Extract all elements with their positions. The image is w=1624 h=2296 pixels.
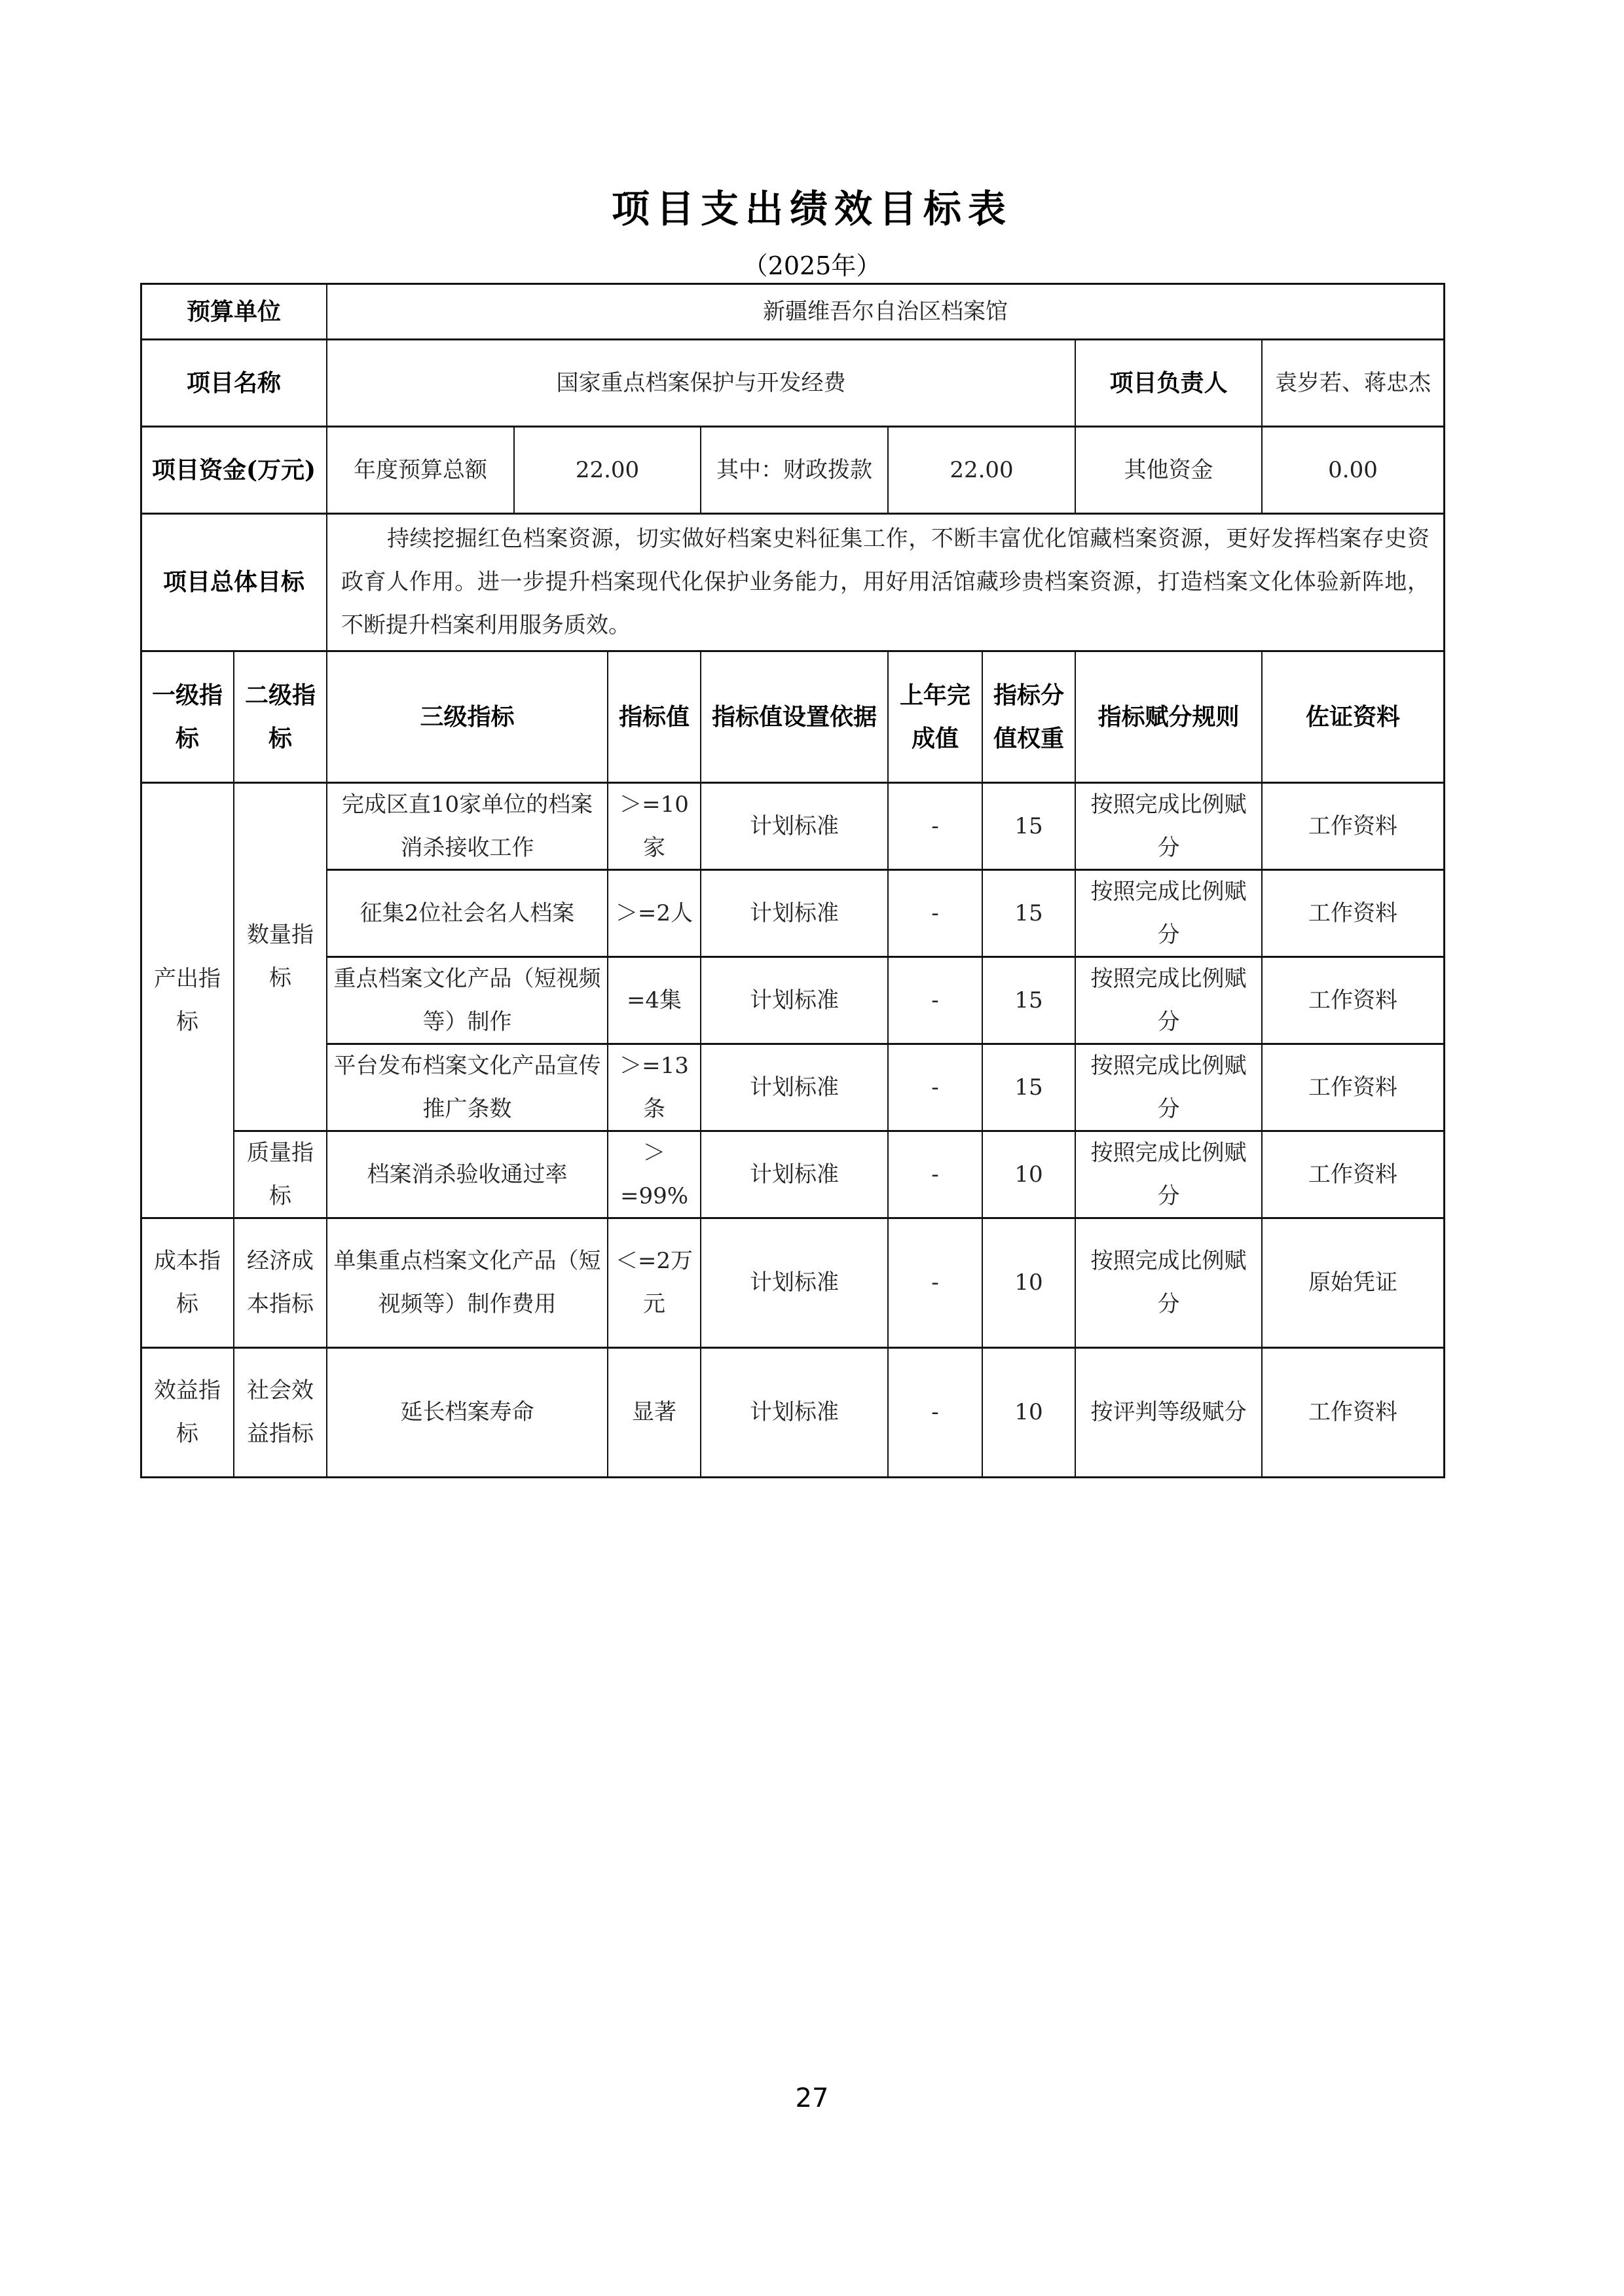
row6-last-year: - xyxy=(931,1399,939,1425)
table-border-left xyxy=(140,283,142,1478)
row5-level3: 单集重点档案文化产品（短视频等）制作费用 xyxy=(333,1248,601,1317)
grid-line xyxy=(1075,650,1076,1477)
project-leader-label: 项目负责人 xyxy=(1109,369,1228,397)
row5-evidence: 原始凭证 xyxy=(1308,1269,1397,1296)
row5-value: ＜=2万元 xyxy=(615,1248,693,1317)
grid-line xyxy=(327,869,1444,871)
grid-line xyxy=(327,1043,1444,1045)
row6-basis: 计划标准 xyxy=(750,1399,839,1425)
row6-level3: 延长档案寿命 xyxy=(400,1399,534,1425)
row3-level3: 平台发布档案文化产品宣传推广条数 xyxy=(333,1052,601,1122)
row3-last-year: - xyxy=(931,1074,939,1101)
project-leader-value: 袁岁若、蒋忠杰 xyxy=(1275,369,1431,396)
header-indicator-value: 指标值 xyxy=(618,702,690,731)
row0-evidence: 工作资料 xyxy=(1308,812,1397,839)
row2-weight: 15 xyxy=(1014,987,1043,1013)
row1-evidence: 工作资料 xyxy=(1308,900,1397,926)
header-level1: 一级指标 xyxy=(151,681,223,752)
row1-weight: 15 xyxy=(1014,900,1043,926)
year-subtitle: （2025年） xyxy=(743,251,881,280)
row1-rule: 按照完成比例赋分 xyxy=(1090,878,1247,948)
level2-quality: 质量指标 xyxy=(247,1139,314,1209)
table-border-bottom xyxy=(141,1476,1444,1478)
row0-basis: 计划标准 xyxy=(750,812,839,839)
row0-rule: 按照完成比例赋分 xyxy=(1090,791,1247,861)
grid-line xyxy=(513,426,515,513)
row6-rule: 按评判等级赋分 xyxy=(1090,1399,1247,1425)
level2-economic-cost: 经济成本指标 xyxy=(247,1248,314,1317)
row6-weight: 10 xyxy=(1014,1399,1043,1425)
grid-line xyxy=(1261,650,1263,1477)
page-title: 项目支出绩效目标表 xyxy=(611,187,1012,231)
row2-level3: 重点档案文化产品（短视频等）制作 xyxy=(333,965,601,1035)
grid-line xyxy=(700,426,701,513)
project-name-label: 项目名称 xyxy=(186,369,281,397)
row3-basis: 计划标准 xyxy=(750,1074,839,1101)
table-border-right xyxy=(1443,283,1445,1478)
overall-goal-text: 持续挖掘红色档案资源，切实做好档案史料征集工作，不断丰富优化馆藏档案资源，更好发挥档案存史资政育人作用。进一步提升档案现代化保护业务能力，用好用活馆藏珍贵档案资源，打造档案文化体验新阵地，不断提升档案利用服务质效。 xyxy=(341,526,1430,638)
grid-line xyxy=(141,782,1444,784)
header-basis: 指标值设置依据 xyxy=(711,702,877,731)
row0-weight: 15 xyxy=(1014,812,1043,839)
level1-cost: 成本指标 xyxy=(154,1248,221,1317)
grid-line xyxy=(141,1217,1444,1219)
annual-budget-label: 年度预算总额 xyxy=(354,456,487,483)
row0-value: ＞=10家 xyxy=(619,791,689,861)
row6-value: 显著 xyxy=(632,1399,676,1425)
page-number: 27 xyxy=(795,2083,829,2113)
row0-level3: 完成区直10家单位的档案消杀接收工作 xyxy=(341,791,593,861)
funds-label: 项目资金(万元) xyxy=(151,456,316,484)
row6-evidence: 工作资料 xyxy=(1308,1399,1397,1425)
annual-budget-value: 22.00 xyxy=(575,456,640,483)
fiscal-label: 其中：财政拨款 xyxy=(716,456,872,483)
grid-line xyxy=(1261,338,1263,513)
grid-line xyxy=(982,650,983,1477)
row3-weight: 15 xyxy=(1014,1074,1043,1101)
project-name-value: 国家重点档案保护与开发经费 xyxy=(556,369,846,396)
budget-unit-value: 新疆维吾尔自治区档案馆 xyxy=(763,298,1008,325)
row2-evidence: 工作资料 xyxy=(1308,987,1397,1013)
table-border-top xyxy=(141,283,1444,285)
row4-last-year: - xyxy=(931,1161,939,1188)
level1-benefit: 效益指标 xyxy=(154,1377,221,1447)
grid-line xyxy=(700,650,701,1477)
overall-goal-label: 项目总体目标 xyxy=(162,568,304,596)
row5-last-year: - xyxy=(931,1269,939,1296)
header-level3: 三级指标 xyxy=(420,702,515,731)
row1-last-year: - xyxy=(931,900,939,926)
row5-rule: 按照完成比例赋分 xyxy=(1090,1248,1247,1317)
grid-line xyxy=(141,426,1444,428)
row4-evidence: 工作资料 xyxy=(1308,1161,1397,1188)
level1-output: 产出指标 xyxy=(154,965,221,1035)
grid-line xyxy=(326,650,327,1477)
row4-weight: 10 xyxy=(1014,1161,1043,1188)
row2-basis: 计划标准 xyxy=(750,987,839,1013)
grid-line xyxy=(141,650,1444,652)
grid-line xyxy=(887,426,889,513)
other-funds-label: 其他资金 xyxy=(1124,456,1213,483)
row3-evidence: 工作资料 xyxy=(1308,1074,1397,1101)
row3-value: ＞=13条 xyxy=(619,1052,689,1122)
header-last-year: 上年完成值 xyxy=(899,681,970,752)
row4-basis: 计划标准 xyxy=(750,1161,839,1188)
row0-last-year: - xyxy=(931,812,939,839)
row2-rule: 按照完成比例赋分 xyxy=(1090,965,1247,1035)
row1-level3: 征集2位社会名人档案 xyxy=(360,900,575,926)
grid-line xyxy=(607,650,608,1477)
row5-weight: 10 xyxy=(1014,1269,1043,1296)
grid-line xyxy=(326,283,327,651)
level2-quantity: 数量指标 xyxy=(247,922,314,991)
level2-social-benefit: 社会效益指标 xyxy=(247,1377,314,1447)
row4-level3: 档案消杀验收通过率 xyxy=(367,1161,568,1188)
header-evidence: 佐证资料 xyxy=(1305,702,1400,731)
grid-line xyxy=(1075,338,1076,513)
grid-line xyxy=(141,513,1444,515)
grid-line xyxy=(327,956,1444,958)
header-weight: 指标分值权重 xyxy=(993,681,1064,752)
header-rule: 指标赋分规则 xyxy=(1098,702,1240,731)
row1-value: ＞=2人 xyxy=(615,900,693,926)
grid-line xyxy=(141,1347,1444,1349)
grid-line xyxy=(141,338,1444,340)
row5-basis: 计划标准 xyxy=(750,1269,839,1296)
grid-line xyxy=(233,650,234,1477)
row3-rule: 按照完成比例赋分 xyxy=(1090,1052,1247,1122)
other-funds-value: 0.00 xyxy=(1328,456,1378,483)
budget-unit-label: 预算单位 xyxy=(186,297,281,325)
fiscal-value: 22.00 xyxy=(950,456,1014,483)
row1-basis: 计划标准 xyxy=(750,900,839,926)
header-level2: 二级指标 xyxy=(244,681,316,752)
row4-rule: 按照完成比例赋分 xyxy=(1090,1139,1247,1209)
row2-last-year: - xyxy=(931,987,939,1013)
row4-value: ＞=99% xyxy=(619,1139,689,1209)
row2-value: =4集 xyxy=(626,987,682,1013)
grid-line xyxy=(887,650,889,1477)
